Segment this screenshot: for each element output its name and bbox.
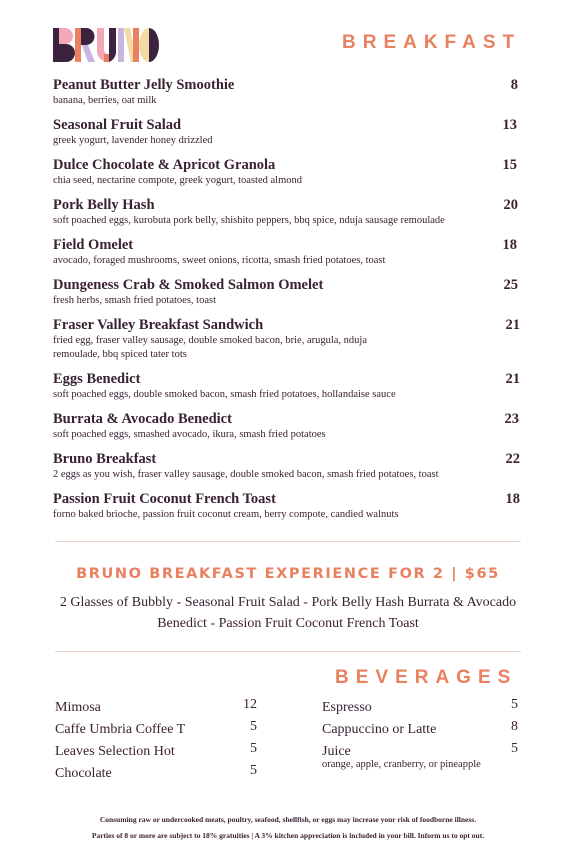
menu-item-name: Pork Belly Hash <box>53 197 155 213</box>
menu-item-price: 22 <box>505 451 520 467</box>
menu-item-price: 13 <box>502 117 517 133</box>
menu-item <box>53 490 520 522</box>
menu-item-price: 25 <box>503 277 518 293</box>
menu-item-description: forno baked brioche, passion fruit coconut cream, berry compote, candied walnuts <box>53 509 399 520</box>
menu-item-price: 20 <box>503 197 518 213</box>
menu-item-name: Eggs Benedict <box>53 371 141 387</box>
menu-item-name: Fraser Valley Breakfast Sandwich <box>53 317 264 333</box>
menu-item-description: avocado, foraged mushrooms, sweet onions, ricotta, smash fried potatoes, toast <box>53 255 386 266</box>
juice-options-note: orange, apple, cranberry, or pineapple <box>322 759 481 770</box>
menu-item <box>53 316 520 361</box>
footer-disclaimer: Consuming raw or undercooked meats, poultry, seafood, shellfish, or eggs may increase your risk of foodborne illness. <box>99 815 477 824</box>
menu-item-description: banana, berries, oat milk <box>53 95 157 106</box>
menu-item <box>53 450 520 482</box>
menu-item-description: soft poached eggs, kurobuta pork belly, shishito peppers, bbq spice, nduja sausage remoulade <box>53 215 445 226</box>
menu-item <box>53 236 520 268</box>
menu-item-price: 18 <box>502 237 517 253</box>
menu-item-description: chia seed, nectarine compote, greek yogurt, toasted almond <box>53 175 302 186</box>
beverage-price: 12 <box>243 697 257 712</box>
breakfast-title: BREAKFAST <box>342 32 522 53</box>
beverage-item <box>322 718 518 740</box>
beverage-name: Caffe Umbria Coffee T <box>55 722 186 737</box>
menu-item-name: Peanut Butter Jelly Smoothie <box>53 77 235 93</box>
menu-item-name: Dungeness Crab & Smoked Salmon Omelet <box>53 277 324 293</box>
experience-description-line-1: 2 Glasses of Bubbly - Seasonal Fruit Salad - Pork Belly Hash Burrata & Avocado <box>59 595 517 610</box>
menu-item <box>53 116 520 148</box>
footer-gratuity-note: Parties of 8 or more are subject to 18% gratuities | A 3% kitchen appreciation is included in your bill. Inform us to opt out. <box>91 831 485 840</box>
menu-item-description: fresh herbs, smash fried potatoes, toast <box>53 295 217 306</box>
menu-item-name: Dulce Chocolate & Apricot Granola <box>53 157 276 173</box>
bruno-logo <box>53 28 159 62</box>
beverage-name: Juice <box>322 744 351 759</box>
beverage-price: 5 <box>250 763 257 778</box>
beverage-item <box>55 696 257 718</box>
menu-item-description: soft poached eggs, smashed avocado, ikura, smash fried potatoes <box>53 429 326 440</box>
beverage-price: 5 <box>250 719 257 734</box>
experience-description-line-2: Benedict - Passion Fruit Coconut French Toast <box>157 616 419 631</box>
menu-item-price: 21 <box>505 371 520 387</box>
menu-item <box>53 156 520 188</box>
menu-item-price: 21 <box>505 317 520 333</box>
beverage-price: 8 <box>511 719 518 734</box>
beverages-right-column <box>322 696 518 771</box>
menu-item <box>53 410 520 442</box>
menu-item <box>53 196 520 228</box>
menu-item-description: soft poached eggs, double smoked bacon, smash fried potatoes, hollandaise sauce <box>53 389 396 400</box>
menu-item-name: Field Omelet <box>53 237 134 253</box>
beverage-item <box>322 696 518 718</box>
beverage-name: Chocolate <box>55 766 112 781</box>
menu-item <box>53 370 520 402</box>
beverage-name: Mimosa <box>55 700 101 715</box>
menu-item <box>53 76 520 108</box>
menu-item-name: Bruno Breakfast <box>53 451 157 467</box>
section-divider <box>55 541 521 542</box>
beverage-item <box>55 740 257 762</box>
menu-item-price: 18 <box>505 491 520 507</box>
menu-item <box>53 276 520 308</box>
menu-item-price: 8 <box>510 77 518 93</box>
menu-item-name: Burrata & Avocado Benedict <box>53 411 232 427</box>
beverage-name: Leaves Selection Hot <box>55 744 175 759</box>
experience-title: BRUNO BREAKFAST EXPERIENCE FOR 2 | $65 <box>76 566 500 582</box>
menu-item-name: Seasonal Fruit Salad <box>53 117 182 133</box>
menu-item-price: 15 <box>502 157 517 173</box>
menu-item-description: greek yogurt, lavender honey drizzled <box>53 135 213 146</box>
beverages-left-column <box>55 696 257 784</box>
menu-item-description: 2 eggs as you wish, fraser valley sausage, double smoked bacon, smash fried potatoes, toast <box>53 469 439 480</box>
beverage-price: 5 <box>250 741 257 756</box>
section-divider <box>55 651 521 652</box>
beverages-title: BEVERAGES <box>335 667 518 688</box>
beverage-item <box>322 740 518 762</box>
beverage-item <box>55 762 257 784</box>
bruno-logo-mark <box>53 28 159 62</box>
beverage-name: Espresso <box>322 700 372 715</box>
beverage-price: 5 <box>511 741 518 756</box>
beverage-item <box>55 718 257 740</box>
beverage-name: Cappuccino or Latte <box>322 722 437 737</box>
menu-item-description: fried egg, fraser valley sausage, double smoked bacon, brie, arugula, nduja remoulade, bbq spiced tater tots <box>53 335 368 360</box>
menu-item-name: Passion Fruit Coconut French Toast <box>53 491 276 507</box>
menu-item-price: 23 <box>504 411 519 427</box>
beverage-price: 5 <box>511 697 518 712</box>
